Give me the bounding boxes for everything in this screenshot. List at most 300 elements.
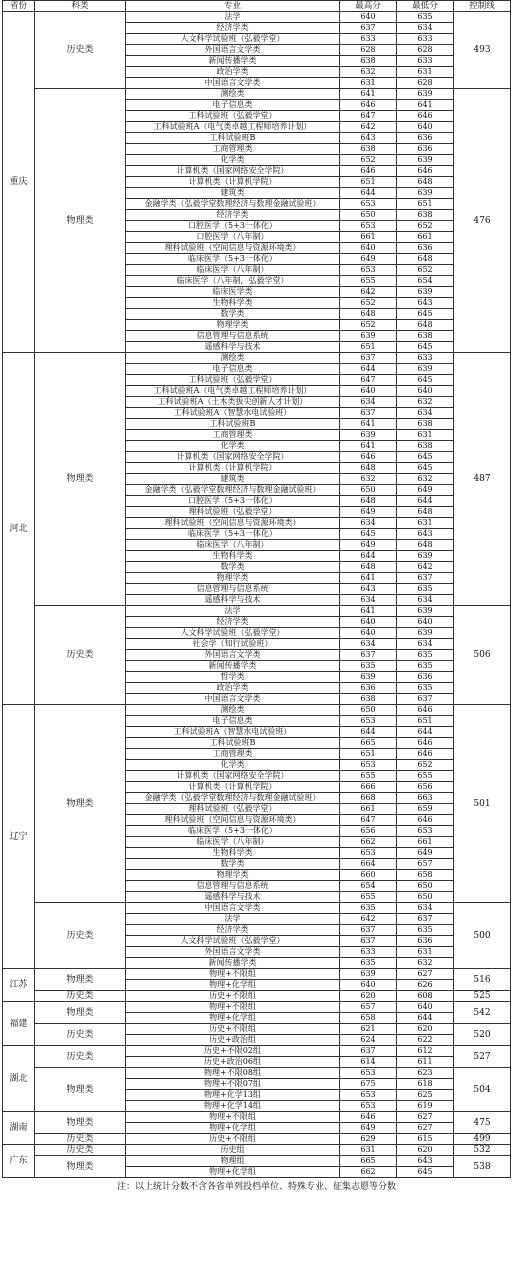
major-cell: 政治学类	[126, 683, 340, 694]
province-cell: 湖北	[3, 1046, 35, 1112]
min-score-cell: 646	[397, 749, 454, 760]
score-table	[2, 0, 511, 1196]
min-score-cell: 643	[397, 298, 454, 309]
max-score-cell: 638	[340, 56, 397, 67]
max-score-cell: 620	[340, 991, 397, 1002]
table-row	[3, 1145, 511, 1156]
max-score-cell: 632	[340, 67, 397, 78]
min-score-cell: 639	[397, 89, 454, 100]
max-score-cell: 653	[340, 265, 397, 276]
min-score-cell: 639	[397, 606, 454, 617]
max-score-cell: 652	[340, 155, 397, 166]
max-score-cell: 637	[340, 408, 397, 419]
table-row	[3, 705, 511, 716]
category-cell: 物理类	[35, 1156, 126, 1178]
min-score-cell: 620	[397, 1145, 454, 1156]
max-score-cell: 637	[340, 650, 397, 661]
min-score-cell: 641	[397, 100, 454, 111]
max-score-cell: 655	[340, 892, 397, 903]
major-cell: 物理+化学13组	[126, 1090, 340, 1101]
max-score-cell: 642	[340, 122, 397, 133]
min-score-cell: 649	[397, 485, 454, 496]
major-cell: 计算机类（国家网络安全学院）	[126, 771, 340, 782]
major-cell: 物理学类	[126, 320, 340, 331]
major-cell: 金融学类（弘毅学堂数理经济与数理金融试验班）	[126, 793, 340, 804]
min-score-cell: 656	[397, 782, 454, 793]
major-cell: 物理组	[126, 1156, 340, 1167]
min-score-cell: 640	[397, 617, 454, 628]
major-cell: 工商管理类	[126, 749, 340, 760]
major-cell: 经济学类	[126, 925, 340, 936]
major-cell: 历史+不限组	[126, 1024, 340, 1035]
max-score-cell: 653	[340, 199, 397, 210]
major-cell: 政治学类	[126, 67, 340, 78]
major-cell: 工科试验班（弘毅学堂）	[126, 375, 340, 386]
major-cell: 新闻传播学类	[126, 56, 340, 67]
min-score-cell: 643	[397, 1156, 454, 1167]
max-score-cell: 621	[340, 1024, 397, 1035]
max-score-cell: 633	[340, 34, 397, 45]
min-score-cell: 654	[397, 276, 454, 287]
max-score-cell: 631	[340, 1145, 397, 1156]
major-cell: 人文科学试验班（弘毅学堂）	[126, 628, 340, 639]
max-score-cell: 638	[340, 694, 397, 705]
major-cell: 计算机类（计算机学院）	[126, 782, 340, 793]
major-cell: 临床医学（5+3一体化）	[126, 529, 340, 540]
major-cell: 临床医学（5+3一体化）	[126, 254, 340, 265]
min-score-cell: 626	[397, 980, 454, 991]
max-score-cell: 637	[340, 925, 397, 936]
table-row	[3, 89, 511, 100]
min-score-cell: 615	[397, 1134, 454, 1145]
max-score-cell: 648	[340, 309, 397, 320]
min-score-cell: 640	[397, 386, 454, 397]
max-score-cell: 640	[340, 12, 397, 23]
max-score-cell: 634	[340, 595, 397, 606]
min-score-cell: 661	[397, 232, 454, 243]
category-cell: 物理类	[35, 1002, 126, 1024]
min-score-cell: 645	[397, 342, 454, 353]
min-score-cell: 657	[397, 859, 454, 870]
max-score-cell: 635	[340, 661, 397, 672]
major-cell: 数学类	[126, 562, 340, 573]
major-cell: 计算机类（国家网络安全学院）	[126, 452, 340, 463]
major-cell: 测绘类	[126, 353, 340, 364]
province-cell: 河北	[3, 353, 35, 705]
max-score-cell: 665	[340, 1156, 397, 1167]
max-score-cell: 650	[340, 705, 397, 716]
min-score-cell: 648	[397, 177, 454, 188]
min-score-cell: 648	[397, 254, 454, 265]
max-score-header: 最高分	[340, 1, 397, 12]
min-score-cell: 652	[397, 221, 454, 232]
max-score-cell: 651	[340, 342, 397, 353]
min-score-cell: 618	[397, 1079, 454, 1090]
min-score-cell: 640	[397, 122, 454, 133]
control-line-cell: 538	[454, 1156, 511, 1178]
min-score-cell: 620	[397, 1024, 454, 1035]
max-score-cell: 665	[340, 738, 397, 749]
min-score-cell: 627	[397, 969, 454, 980]
max-score-cell: 629	[340, 1134, 397, 1145]
major-cell: 历史组	[126, 1145, 340, 1156]
major-cell: 外国语言文学类	[126, 650, 340, 661]
control-line-header: 控制线	[454, 1, 511, 12]
max-score-cell: 641	[340, 573, 397, 584]
major-cell: 临床医学（八年制）	[126, 265, 340, 276]
major-cell: 法学	[126, 606, 340, 617]
category-cell: 历史类	[35, 1145, 126, 1156]
max-score-cell: 653	[340, 1090, 397, 1101]
major-cell: 工科试验班（弘毅学堂）	[126, 111, 340, 122]
max-score-cell: 646	[340, 1112, 397, 1123]
max-score-cell: 640	[340, 980, 397, 991]
category-cell: 物理类	[35, 1068, 126, 1112]
min-score-cell: 635	[397, 683, 454, 694]
footnote: 注：以上统计分数不含各省单列投档单位、特殊专业、征集志愿等分数	[3, 1178, 511, 1197]
min-score-cell: 639	[397, 628, 454, 639]
max-score-cell: 649	[340, 507, 397, 518]
min-score-cell: 650	[397, 892, 454, 903]
major-cell: 理科试验班（空间信息与资源环境类）	[126, 518, 340, 529]
major-cell: 物理+化学组	[126, 1123, 340, 1134]
min-score-cell: 636	[397, 672, 454, 683]
max-score-cell: 640	[340, 243, 397, 254]
table-row	[3, 353, 511, 364]
min-score-cell: 623	[397, 1068, 454, 1079]
max-score-cell: 634	[340, 397, 397, 408]
min-score-cell: 649	[397, 848, 454, 859]
major-cell: 数学类	[126, 859, 340, 870]
major-cell: 工科试验班A（电气类卓越工程师培养计划）	[126, 386, 340, 397]
major-cell: 工科试验班A（电气类卓越工程师培养计划）	[126, 122, 340, 133]
major-cell: 建筑类	[126, 474, 340, 485]
table-row	[3, 1046, 511, 1057]
province-header: 省份	[3, 1, 35, 12]
major-cell: 经济学类	[126, 210, 340, 221]
max-score-cell: 647	[340, 815, 397, 826]
max-score-cell: 652	[340, 298, 397, 309]
max-score-cell: 641	[340, 89, 397, 100]
major-cell: 电子信息类	[126, 364, 340, 375]
min-score-cell: 637	[397, 914, 454, 925]
min-score-cell: 625	[397, 1090, 454, 1101]
max-score-cell: 651	[340, 749, 397, 760]
major-cell: 法学	[126, 914, 340, 925]
max-score-cell: 653	[340, 716, 397, 727]
category-cell: 历史类	[35, 1134, 126, 1145]
max-score-cell: 653	[340, 221, 397, 232]
max-score-cell: 668	[340, 793, 397, 804]
min-score-cell: 634	[397, 639, 454, 650]
major-cell: 中国语言文学类	[126, 903, 340, 914]
major-cell: 遥感科学与技术	[126, 595, 340, 606]
min-score-cell: 633	[397, 56, 454, 67]
max-score-cell: 641	[340, 441, 397, 452]
major-cell: 计算机类（国家网络安全学院）	[126, 166, 340, 177]
control-line-cell: 476	[454, 89, 511, 353]
max-score-cell: 633	[340, 947, 397, 958]
major-cell: 金融学类（弘毅学堂数理经济与数理金融试验班）	[126, 199, 340, 210]
major-cell: 理科试验班（空间信息与资源环境类）	[126, 815, 340, 826]
min-score-cell: 648	[397, 507, 454, 518]
min-score-cell: 639	[397, 551, 454, 562]
max-score-cell: 658	[340, 1013, 397, 1024]
max-score-cell: 654	[340, 881, 397, 892]
max-score-cell: 653	[340, 848, 397, 859]
major-cell: 历史+政治06组	[126, 1057, 340, 1068]
min-score-cell: 646	[397, 705, 454, 716]
major-cell: 口腔医学（5+3一体化）	[126, 496, 340, 507]
max-score-cell: 640	[340, 617, 397, 628]
major-cell: 工科试验班B	[126, 419, 340, 430]
max-score-cell: 650	[340, 210, 397, 221]
major-cell: 人文科学试验班（弘毅学堂）	[126, 34, 340, 45]
major-cell: 物理+化学组	[126, 980, 340, 991]
major-cell: 理科试验班（空间信息与资源环境类）	[126, 243, 340, 254]
min-score-cell: 640	[397, 1002, 454, 1013]
header-row	[3, 1, 511, 12]
major-cell: 化学类	[126, 760, 340, 771]
max-score-cell: 649	[340, 540, 397, 551]
control-line-cell: 527	[454, 1046, 511, 1068]
max-score-cell: 650	[340, 485, 397, 496]
max-score-cell: 653	[340, 1101, 397, 1112]
min-score-cell: 627	[397, 1112, 454, 1123]
major-cell: 计算机类（计算机学院）	[126, 463, 340, 474]
max-score-cell: 649	[340, 254, 397, 265]
category-cell: 物理类	[35, 353, 126, 606]
major-cell: 生物科学类	[126, 298, 340, 309]
major-cell: 历史+政治组	[126, 1035, 340, 1046]
major-cell: 金融学类（弘毅学堂数理经济与数理金融试验班）	[126, 485, 340, 496]
major-cell: 工商管理类	[126, 430, 340, 441]
max-score-cell: 666	[340, 782, 397, 793]
max-score-cell: 664	[340, 859, 397, 870]
control-line-cell: 487	[454, 353, 511, 606]
min-score-cell: 645	[397, 375, 454, 386]
min-score-cell: 635	[397, 584, 454, 595]
max-score-cell: 638	[340, 144, 397, 155]
min-score-cell: 628	[397, 78, 454, 89]
min-score-cell: 650	[397, 881, 454, 892]
major-cell: 法学	[126, 12, 340, 23]
control-line-cell: 501	[454, 705, 511, 903]
major-cell: 物理+不限组	[126, 1002, 340, 1013]
min-score-cell: 655	[397, 771, 454, 782]
category-cell: 历史类	[35, 1046, 126, 1068]
major-cell: 口腔医学（八年制）	[126, 232, 340, 243]
max-score-cell: 635	[340, 903, 397, 914]
province-cell: 福建	[3, 1002, 35, 1046]
max-score-cell: 646	[340, 100, 397, 111]
min-score-cell: 652	[397, 265, 454, 276]
major-cell: 口腔医学（5+3一体化）	[126, 221, 340, 232]
category-cell: 物理类	[35, 705, 126, 903]
major-cell: 物理+不限组	[126, 969, 340, 980]
control-line-cell: 516	[454, 969, 511, 991]
major-cell: 中国语言文学类	[126, 694, 340, 705]
min-score-cell: 631	[397, 67, 454, 78]
min-score-cell: 648	[397, 320, 454, 331]
major-header: 专业	[126, 1, 340, 12]
min-score-cell: 632	[397, 474, 454, 485]
major-cell: 临床医学（八年制，弘毅学堂）	[126, 276, 340, 287]
major-cell: 数学类	[126, 309, 340, 320]
major-cell: 历史+不限组	[126, 991, 340, 1002]
max-score-cell: 634	[340, 518, 397, 529]
control-line-cell: 500	[454, 903, 511, 969]
major-cell: 临床医学（5+3一体化）	[126, 826, 340, 837]
control-line-cell: 520	[454, 1024, 511, 1046]
max-score-cell: 646	[340, 452, 397, 463]
max-score-cell: 657	[340, 1002, 397, 1013]
min-score-cell: 658	[397, 870, 454, 881]
table-row	[3, 1134, 511, 1145]
major-cell: 工科试验班A（土木类拔尖创新人才计划）	[126, 397, 340, 408]
max-score-cell: 647	[340, 111, 397, 122]
major-cell: 计算机类（计算机学院）	[126, 177, 340, 188]
min-score-cell: 651	[397, 716, 454, 727]
major-cell: 经济学类	[126, 617, 340, 628]
table-row	[3, 606, 511, 617]
max-score-cell: 647	[340, 375, 397, 386]
table-row	[3, 12, 511, 23]
min-score-cell: 637	[397, 573, 454, 584]
max-score-cell: 641	[340, 419, 397, 430]
min-score-cell: 661	[397, 837, 454, 848]
major-cell: 生物科学类	[126, 848, 340, 859]
major-cell: 工科试验班A（智慧水电试验班）	[126, 408, 340, 419]
min-score-cell: 622	[397, 1035, 454, 1046]
min-score-cell: 659	[397, 804, 454, 815]
province-cell: 重庆	[3, 12, 35, 353]
major-cell: 化学类	[126, 155, 340, 166]
major-cell: 电子信息类	[126, 716, 340, 727]
table-row	[3, 991, 511, 1002]
max-score-cell: 624	[340, 1035, 397, 1046]
category-cell: 历史类	[35, 12, 126, 89]
max-score-cell: 662	[340, 1167, 397, 1178]
max-score-cell: 631	[340, 78, 397, 89]
control-line-cell: 499	[454, 1134, 511, 1145]
max-score-cell: 639	[340, 672, 397, 683]
major-cell: 外国语言文学类	[126, 947, 340, 958]
major-cell: 信息管理与信息系统	[126, 331, 340, 342]
min-score-cell: 639	[397, 188, 454, 199]
max-score-cell: 655	[340, 771, 397, 782]
min-score-cell: 636	[397, 936, 454, 947]
control-line-cell: 493	[454, 12, 511, 89]
control-line-cell: 525	[454, 991, 511, 1002]
min-score-cell: 631	[397, 518, 454, 529]
major-cell: 测绘类	[126, 705, 340, 716]
major-cell: 物理+不限07组	[126, 1079, 340, 1090]
table-row	[3, 969, 511, 980]
table-row	[3, 903, 511, 914]
major-cell: 新闻传播学类	[126, 958, 340, 969]
min-score-cell: 646	[397, 166, 454, 177]
min-score-cell: 663	[397, 793, 454, 804]
max-score-cell: 643	[340, 584, 397, 595]
max-score-cell: 635	[340, 958, 397, 969]
max-score-cell: 662	[340, 837, 397, 848]
min-score-cell: 644	[397, 1013, 454, 1024]
min-score-cell: 639	[397, 287, 454, 298]
major-cell: 物理+化学14组	[126, 1101, 340, 1112]
max-score-cell: 651	[340, 177, 397, 188]
table-row	[3, 1156, 511, 1167]
major-cell: 临床医学（八年制）	[126, 540, 340, 551]
max-score-cell: 639	[340, 430, 397, 441]
min-score-cell: 644	[397, 496, 454, 507]
max-score-cell: 637	[340, 23, 397, 34]
major-cell: 遥感科学与技术	[126, 892, 340, 903]
major-cell: 外国语言文学类	[126, 45, 340, 56]
min-score-cell: 634	[397, 23, 454, 34]
major-cell: 建筑类	[126, 188, 340, 199]
min-score-cell: 637	[397, 694, 454, 705]
major-cell: 经济学类	[126, 23, 340, 34]
major-cell: 理科试验班（弘毅学堂）	[126, 507, 340, 518]
min-score-cell: 645	[397, 309, 454, 320]
control-line-cell: 542	[454, 1002, 511, 1024]
min-score-cell: 628	[397, 45, 454, 56]
min-score-cell: 638	[397, 441, 454, 452]
min-score-cell: 652	[397, 760, 454, 771]
min-score-cell: 632	[397, 397, 454, 408]
max-score-cell: 655	[340, 276, 397, 287]
min-score-cell: 627	[397, 1123, 454, 1134]
score-table-body	[3, 1, 511, 1197]
major-cell: 物理+化学组	[126, 1167, 340, 1178]
max-score-cell: 634	[340, 639, 397, 650]
major-cell: 工科试验班A（智慧水电试验班）	[126, 727, 340, 738]
min-score-cell: 651	[397, 199, 454, 210]
major-cell: 临床医学类	[126, 287, 340, 298]
province-cell: 江苏	[3, 969, 35, 1002]
max-score-cell: 641	[340, 606, 397, 617]
category-cell: 历史类	[35, 991, 126, 1002]
major-cell: 物理+不限组	[126, 1112, 340, 1123]
major-cell: 临床医学（八年制）	[126, 837, 340, 848]
max-score-cell: 675	[340, 1079, 397, 1090]
max-score-cell: 632	[340, 474, 397, 485]
control-line-cell: 475	[454, 1112, 511, 1134]
max-score-cell: 642	[340, 914, 397, 925]
min-score-cell: 619	[397, 1101, 454, 1112]
max-score-cell: 644	[340, 364, 397, 375]
min-score-cell: 632	[397, 958, 454, 969]
max-score-cell: 661	[340, 232, 397, 243]
min-score-cell: 635	[397, 925, 454, 936]
max-score-cell: 660	[340, 870, 397, 881]
major-cell: 中国语言文学类	[126, 78, 340, 89]
max-score-cell: 642	[340, 287, 397, 298]
min-score-cell: 631	[397, 430, 454, 441]
min-score-cell: 638	[397, 210, 454, 221]
major-cell: 电子信息类	[126, 100, 340, 111]
major-cell: 哲学类	[126, 672, 340, 683]
max-score-cell: 649	[340, 1123, 397, 1134]
province-cell: 湖南	[3, 1112, 35, 1145]
major-cell: 物理学类	[126, 870, 340, 881]
table-row	[3, 1024, 511, 1035]
max-score-cell: 653	[340, 1068, 397, 1079]
min-score-cell: 642	[397, 562, 454, 573]
min-score-cell: 653	[397, 826, 454, 837]
major-cell: 理科试验班（弘毅学堂）	[126, 804, 340, 815]
